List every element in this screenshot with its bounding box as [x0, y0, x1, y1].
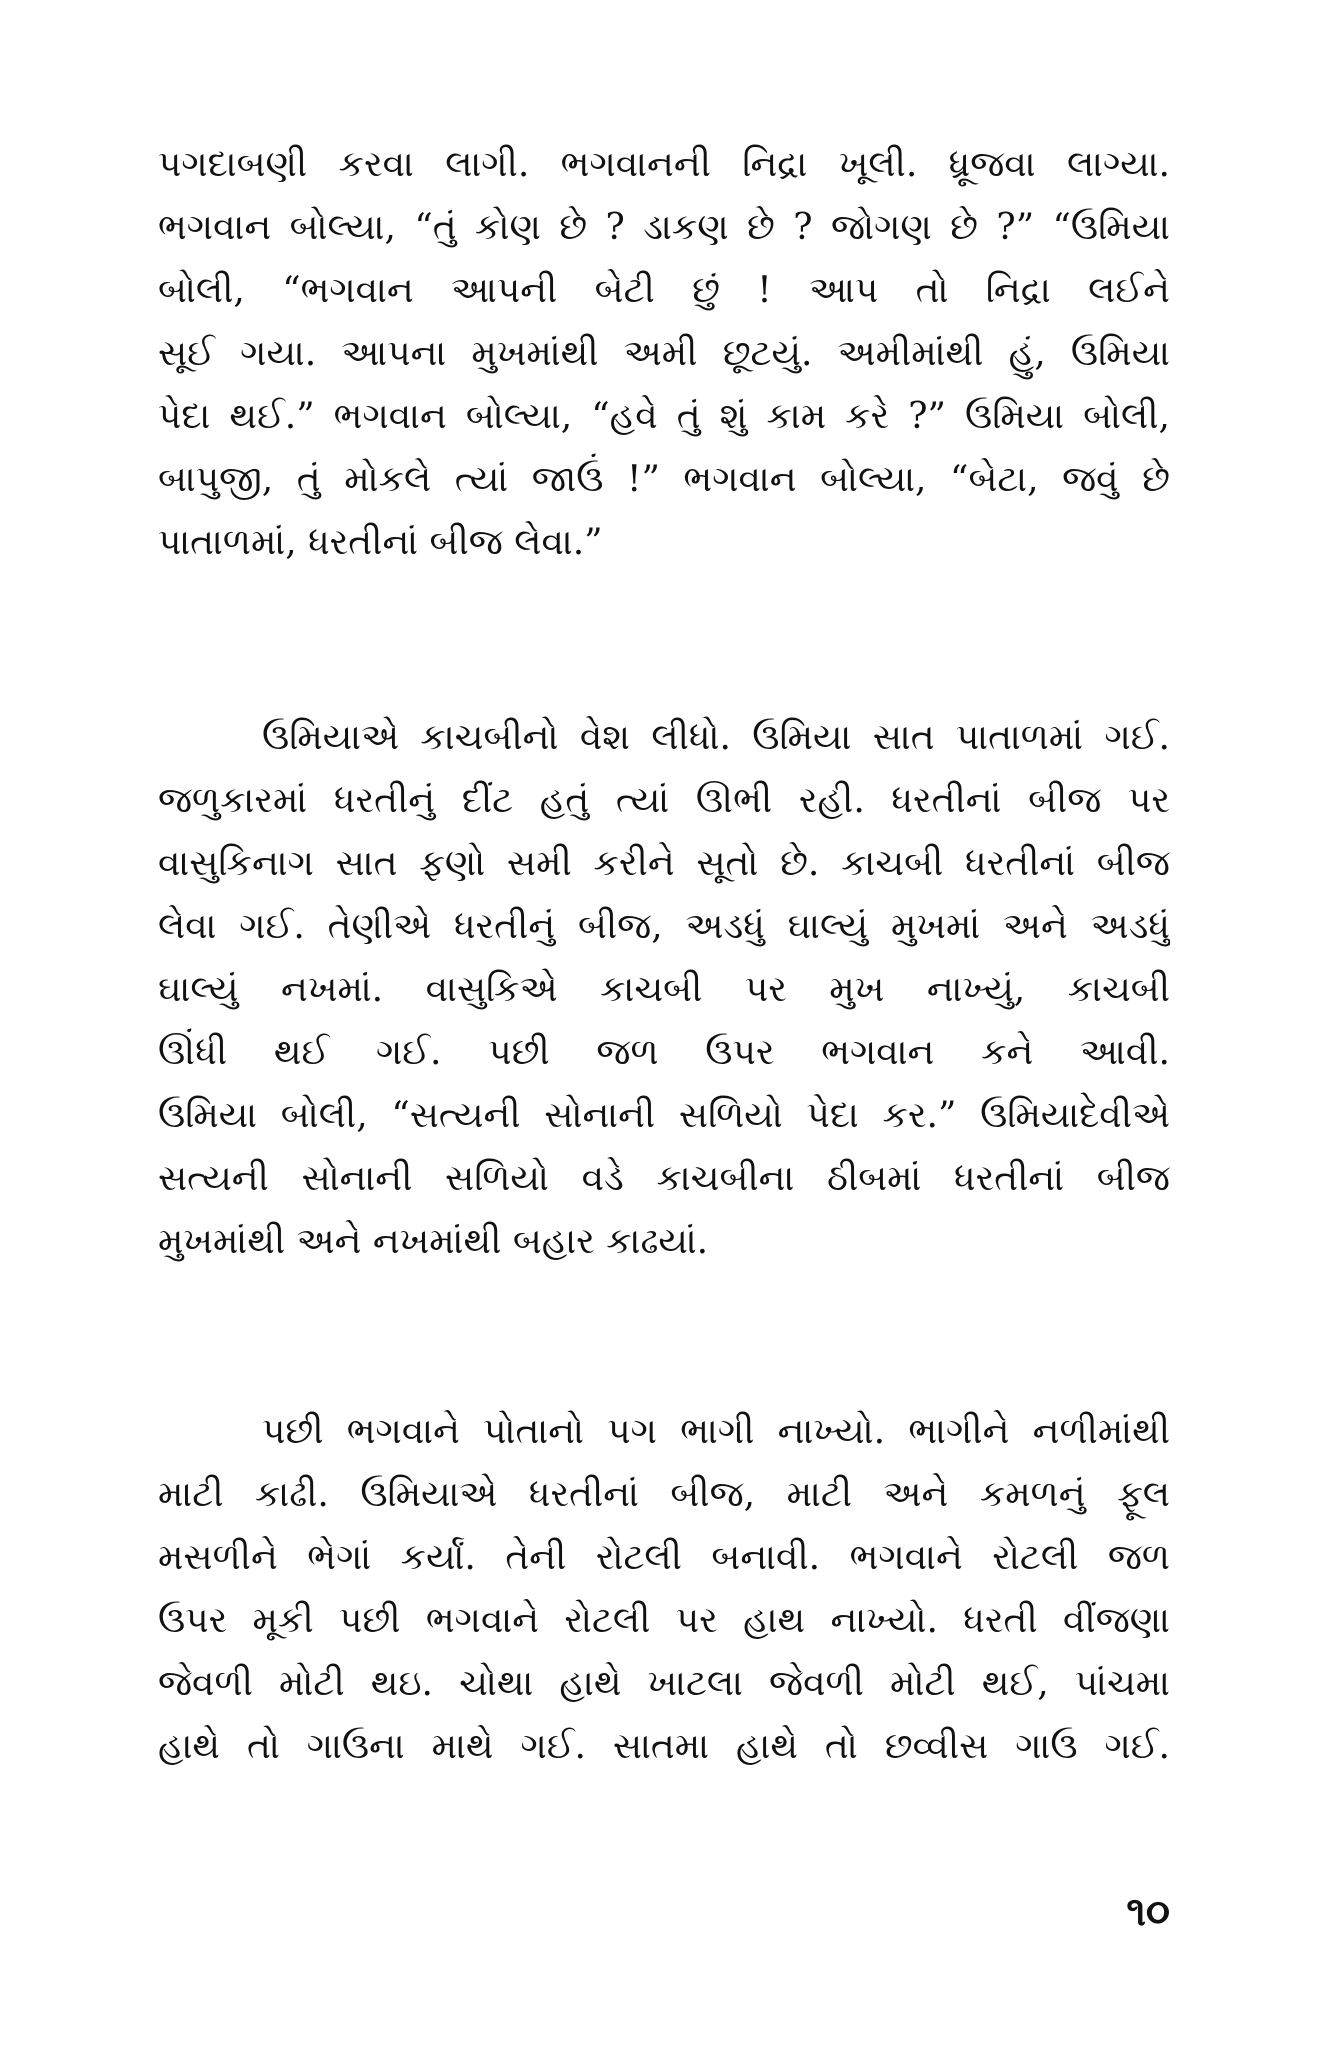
paragraph-2 [158, 706, 1170, 1273]
text-line: જળુકારમાં ધરતીનું દીંટ હતું ત્યાં ઊભી રહી. ધરતીનાં બીજ પર [158, 780, 1170, 821]
text-line: હાથે તો ગાઉના માથે ગઈ. સાતમા હાથે તો છવ્વીસ ગાઉ ગઈ. [158, 1726, 1170, 1767]
text-line: ભગવાન બોલ્યા, “તું કોણ છે ? ડાકણ છે ? જોગણ છે ?” “ઉમિયા [158, 207, 1170, 248]
text-line: મુખમાંથી અને નખમાંથી બહાર કાઢયાં. [158, 1221, 709, 1262]
paragraph-1 [158, 133, 1170, 574]
text-line: સત્યની સોનાની સળિયો વડે કાચબીના ઠીબમાં ધરતીનાં બીજ [158, 1158, 1170, 1199]
page-number: ૧૦ [1126, 1888, 1170, 1935]
text-line: ઉમિયાએ કાચબીનો વેશ લીધો. ઉમિયા સાત પાતાળમાં ગઈ. [262, 717, 1170, 758]
text-line: બાપુજી, તું મોકલે ત્યાં જાઉં !” ભગવાન બોલ્યા, “બેટા, જવું છે [158, 459, 1170, 500]
text-line: ઊંધી થઈ ગઈ. પછી જળ ઉપર ભગવાન કને આવી. [158, 1032, 1170, 1073]
text-line: પાતાળમાં, ધરતીનાં બીજ લેવા.” [158, 522, 603, 563]
text-line: ઉપર મૂકી પછી ભગવાને રોટલી પર હાથ નાખ્યો. ધરતી વીંજણા [158, 1600, 1170, 1641]
text-line: માટી કાઢી. ઉમિયાએ ધરતીનાં બીજ, માટી અને કમળનું ફૂલ [158, 1474, 1170, 1515]
text-line: પછી ભગવાને પોતાનો પગ ભાગી નાખ્યો. ભાગીને નળીમાંથી [262, 1411, 1170, 1452]
text-line: જેવળી મોટી થઇ. ચોથા હાથે ખાટલા જેવળી મોટી થઈ, પાંચમા [158, 1663, 1170, 1704]
text-line: ઉમિયા બોલી, “સત્યની સોનાની સળિયો પેદા કર.” ઉમિયાદેવીએ [158, 1095, 1170, 1136]
text-line: લેવા ગઈ. તેણીએ ધરતીનું બીજ, અડધું ઘાલ્યું મુખમાં અને અડધું [158, 906, 1170, 947]
text-line: મસળીને ભેગાં કર્યાં. તેની રોટલી બનાવી. ભગવાને રોટલી જળ [158, 1537, 1170, 1578]
text-line: બોલી, “ભગવાન આપની બેટી છું ! આપ તો નિદ્રા લઈને [158, 270, 1170, 311]
text-line: ઘાલ્યું નખમાં. વાસુકિએ કાચબી પર મુખ નાખ્યું, કાચબી [158, 969, 1170, 1010]
text-line: સૂઈ ગયા. આપના મુખમાંથી અમી છૂટયું. અમીમાંથી હું, ઉમિયા [158, 333, 1170, 374]
text-line: પેદા થઈ.” ભગવાન બોલ્યા, “હવે તું શું કામ કરે ?” ઉમિયા બોલી, [158, 396, 1170, 437]
text-line: વાસુકિનાગ સાત ફણો સમી કરીને સૂતો છે. કાચબી ધરતીનાં બીજ [158, 843, 1170, 884]
text-line: પગદાબણી કરવા લાગી. ભગવાનની નિદ્રા ખૂલી. ધ્રૂજવા લાગ્યા. [158, 144, 1170, 185]
paragraph-3 [158, 1400, 1170, 1778]
